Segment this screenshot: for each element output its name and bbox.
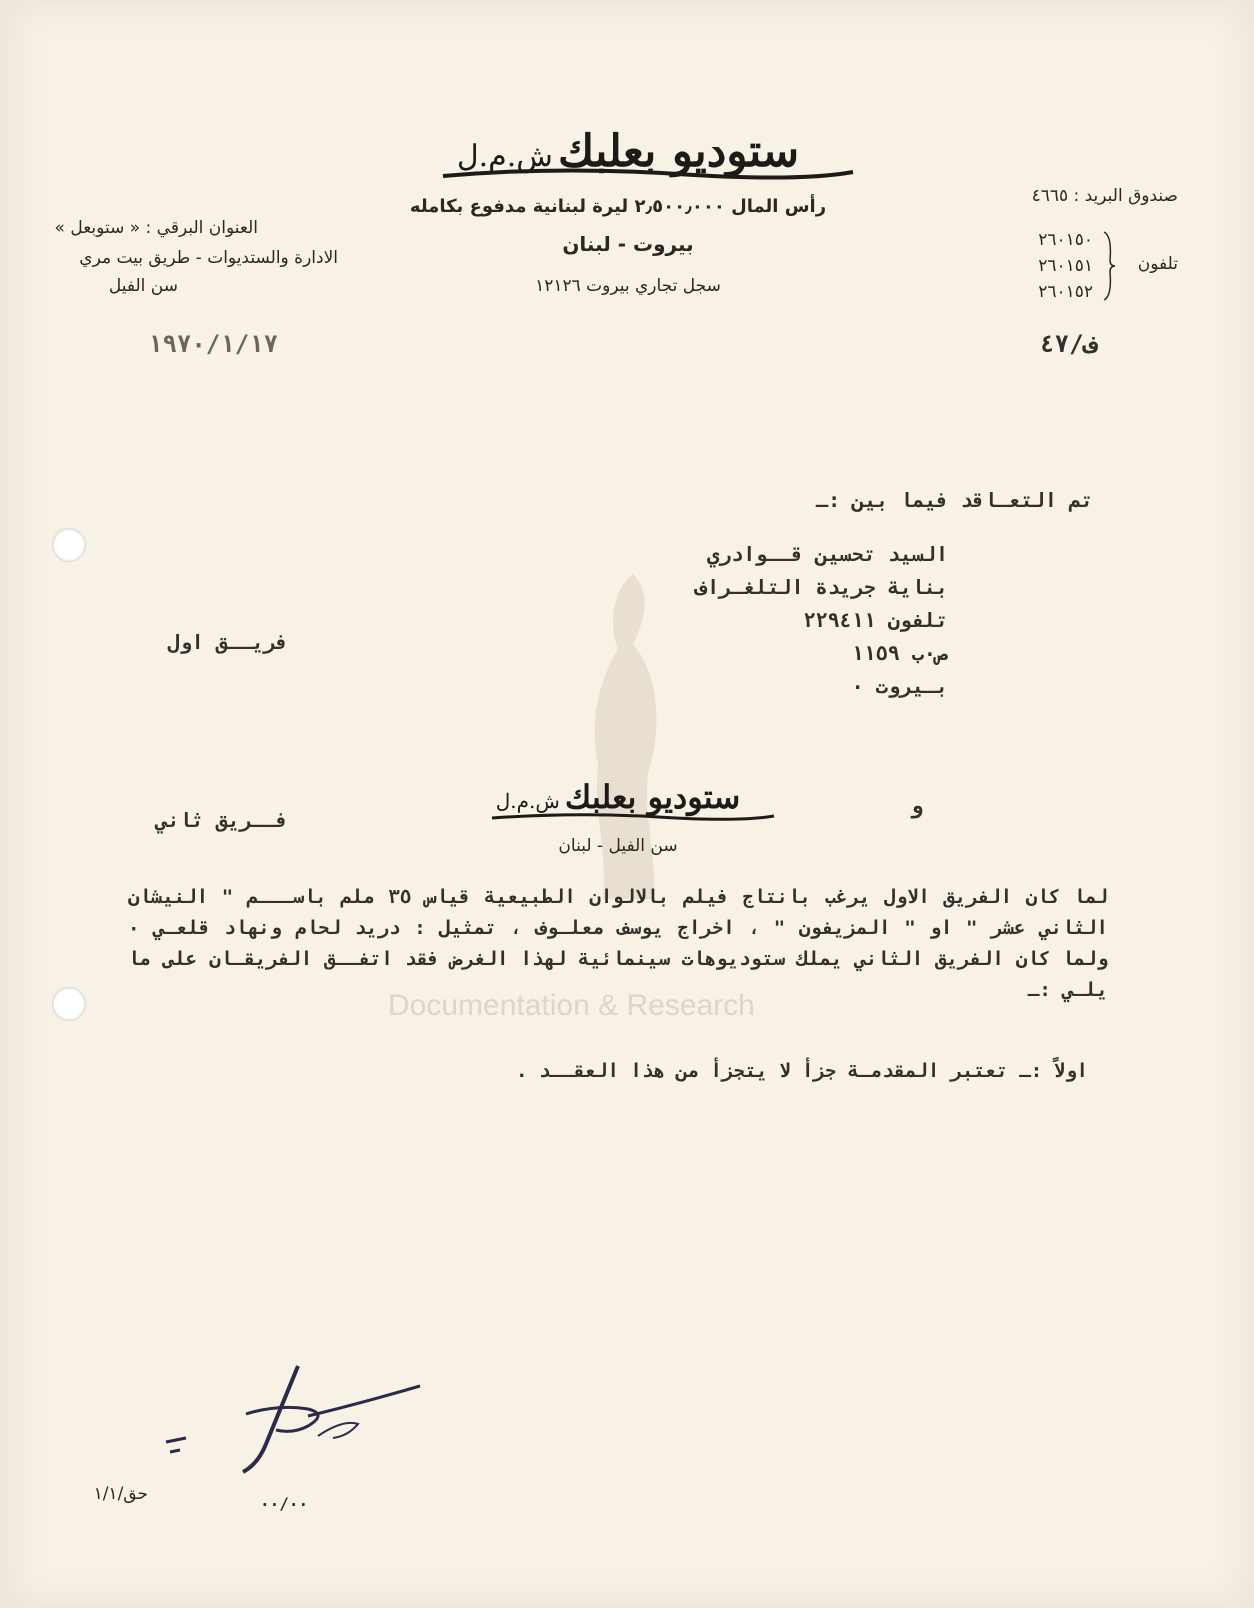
registry-line: سجل تجاري بيروت ١٢١٢٦: [535, 276, 721, 296]
party1-line: تلفون ٢٢٩٤١١: [803, 608, 948, 632]
address-line-2: سن الفيل: [108, 276, 178, 296]
conjunction: و: [909, 794, 923, 819]
company-suffix: ش.م.ل: [456, 139, 553, 174]
party2-label: فــريق ثاني: [155, 808, 288, 832]
phone-number-2: ٢٦٠١٥١: [1038, 256, 1093, 276]
signature-icon: [158, 1364, 438, 1494]
contract-preamble: لما كان الفريق الاول يرغب بانتاج فيلم بالالوان الطبيعية قياس ٣٥ ملم باســـم " النيشان الثاني عشر " او " المزيفون " ، اخراج يوسف معلـوف ، تمثيل : دريد لحام ونهاد قلعـي ٠ ولما كان الفريق الثاني يملك ستوديوهات سينمائية لهذا الغرض فقد اتفــق الفريقـان على ما يلـي :ـ: [128, 886, 1108, 1001]
logo-swash-icon: [438, 164, 858, 184]
punch-hole-bottom: [52, 987, 86, 1021]
document-sheet: [8, 4, 1250, 1604]
document-date: ١٩٧٠/١/١٧: [148, 330, 279, 358]
clause-1: اولاً :ـ تعتبر المقدمـة جزأ لا يتجزأ من هذا العقــد .: [516, 1060, 1088, 1082]
party1-block: [628, 538, 948, 703]
phone-label: تلفون: [1137, 254, 1178, 274]
party2-name: ستوديو بعلبك: [564, 778, 741, 816]
document-reference: ف/٤٧: [1040, 330, 1098, 358]
party1-line: بـيروت ٠: [851, 674, 948, 698]
phone-number-1: ٢٦٠١٥٠: [1038, 230, 1093, 250]
party1-line: بناية جريدة التلغـراف: [695, 575, 948, 599]
watermark-text: Documentation & Research: [388, 989, 755, 1022]
address-line-1: الادارة والستديوات - طريق بيت مري: [79, 248, 338, 268]
phone-number-3: ٢٦٠١٥٢: [1038, 282, 1093, 302]
po-box: صندوق البريد : ٤٦٦٥: [1031, 186, 1178, 206]
city-line: بيروت - لبنان: [562, 232, 694, 256]
party1-label: فريــق اول: [167, 630, 288, 654]
company-name: ستوديو بعلبك: [558, 126, 800, 177]
capital-line: رأس المال ٢٫٥٠٠٫٠٠٠ ليرة لبنانية مدفوع بكامله: [409, 196, 827, 217]
party1-line: السيد تحسين قــوادري: [707, 542, 948, 566]
footer-page-ref: حق/١/١: [93, 1484, 148, 1504]
party2-swash-icon: [488, 810, 778, 824]
punch-hole-top: [52, 528, 86, 562]
party1-line: ص٠ب ١١٥٩: [851, 641, 948, 665]
party2-suffix: ش.م.ل: [495, 789, 560, 813]
contract-intro: تم التعـاقد فيما بين :ـ: [816, 488, 1093, 512]
party2-location: سن الفيل - لبنان: [558, 836, 678, 856]
phone-brace-icon: [1102, 230, 1116, 302]
telegraph-address: العنوان البرقي : « ستوبعل »: [54, 218, 258, 238]
footer-page-number: ٠٠/٠٠: [260, 1494, 309, 1513]
